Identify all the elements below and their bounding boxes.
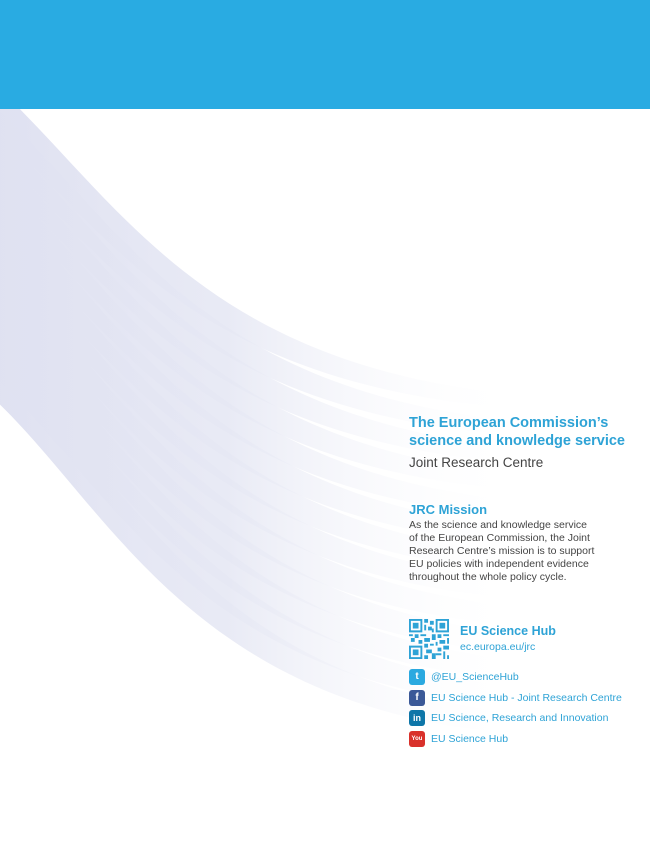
mission-line: of the European Commission, the Joint [409, 532, 590, 544]
hub-name: EU Science Hub [460, 624, 556, 638]
title-line: The European Commission’s [409, 415, 609, 431]
twitter-icon: t [409, 669, 425, 685]
social-item-linkedin[interactable] [409, 708, 622, 729]
science-hub-block [409, 619, 556, 659]
social-label: EU Science, Research and Innovation [431, 712, 609, 725]
title [409, 414, 644, 450]
social-item-facebook[interactable] [409, 688, 622, 709]
title-line: science and knowledge service [409, 433, 625, 449]
facebook-icon: f [409, 690, 425, 706]
mission-text [409, 519, 644, 584]
qr-code-icon[interactable] [409, 619, 449, 659]
social-label: EU Science Hub - Joint Research Centre [431, 691, 622, 704]
mission-line: EU policies with independent evidence [409, 558, 589, 570]
mission-line: Research Centre’s mission is to support [409, 545, 595, 557]
mission-line: throughout the whole policy cycle. [409, 571, 567, 583]
social-links [409, 667, 622, 749]
hub-url-link[interactable]: ec.europa.eu/jrc [460, 641, 536, 653]
social-label: @EU_ScienceHub [431, 671, 519, 684]
hub-text [460, 623, 556, 654]
main-text-block [409, 414, 644, 584]
mission-heading: JRC Mission [409, 502, 488, 517]
mission-line: As the science and knowledge service [409, 519, 588, 531]
top-color-band [0, 0, 650, 109]
linkedin-icon: in [409, 710, 425, 726]
social-item-twitter[interactable] [409, 667, 622, 688]
social-item-youtube[interactable] [409, 729, 622, 750]
social-label: EU Science Hub [431, 733, 509, 746]
youtube-icon: You [409, 731, 425, 747]
subtitle: Joint Research Centre [409, 455, 544, 470]
